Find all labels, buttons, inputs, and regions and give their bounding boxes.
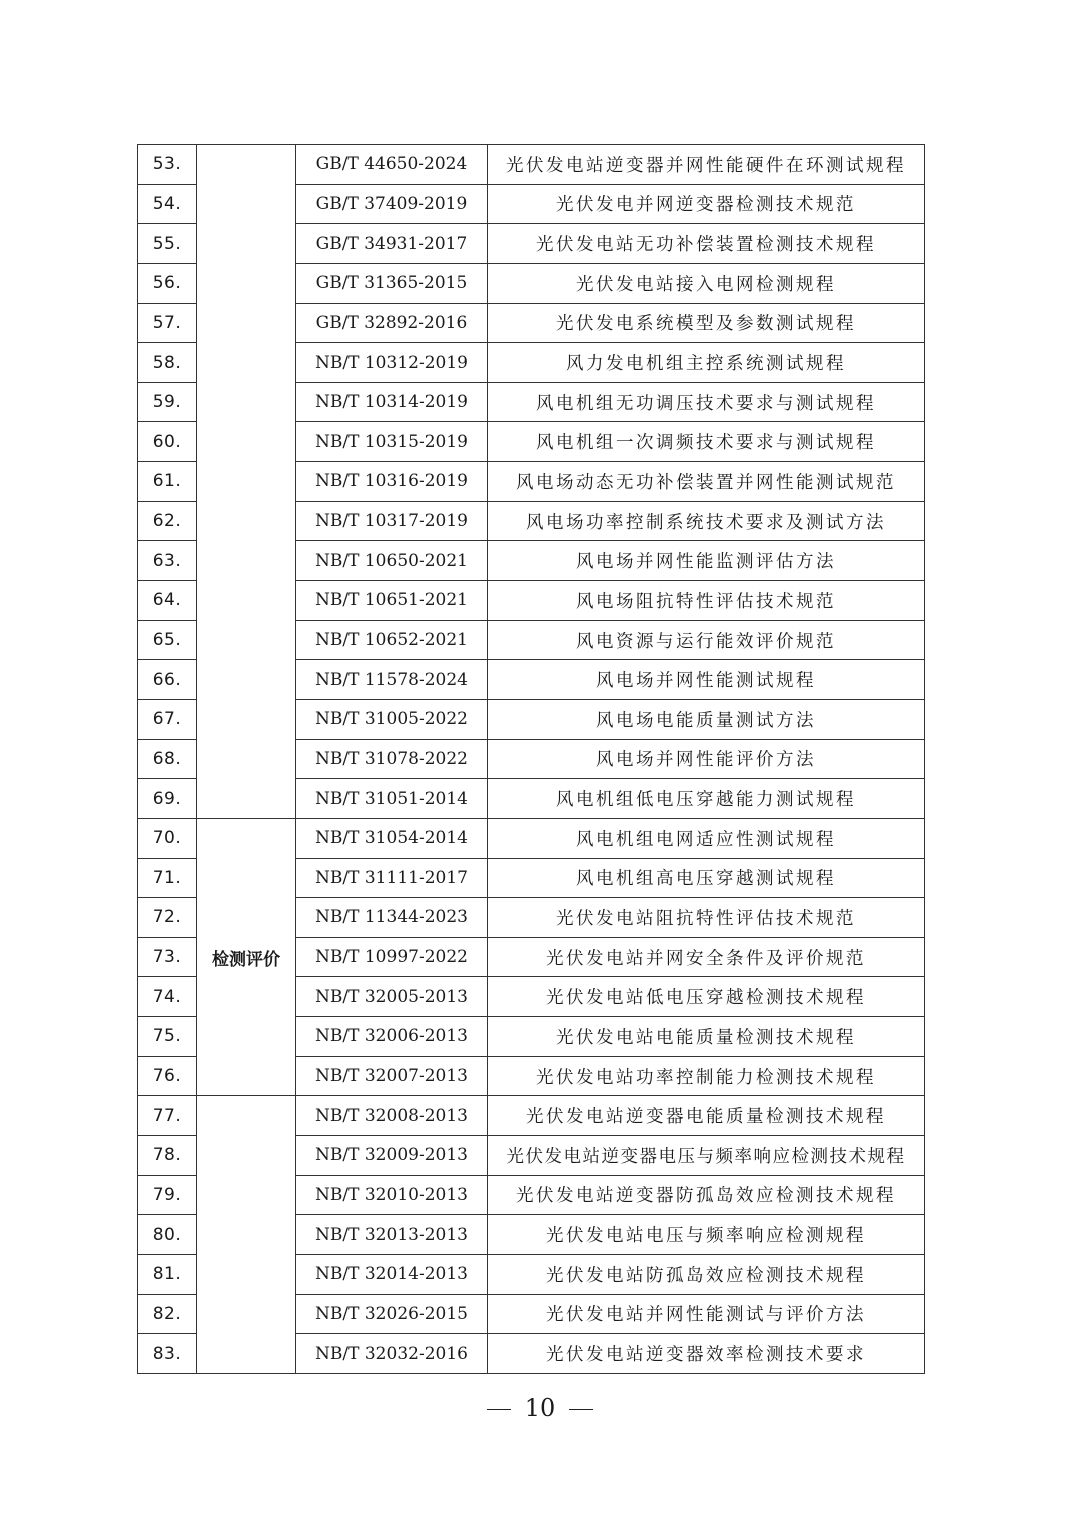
category-cell bbox=[197, 1096, 296, 1373]
standard-code: NB/T 31111-2017 bbox=[296, 858, 488, 898]
row-number: 56. bbox=[138, 263, 197, 303]
standard-title: 风电机组电网适应性测试规程 bbox=[488, 818, 925, 858]
table-row bbox=[138, 1096, 925, 1136]
category-cell bbox=[197, 145, 296, 819]
row-number: 69. bbox=[138, 779, 197, 819]
standard-title: 光伏发电站阻抗特性评估技术规范 bbox=[488, 898, 925, 938]
standard-code: NB/T 32013-2013 bbox=[296, 1215, 488, 1255]
standard-title: 光伏发电站逆变器电能质量检测技术规程 bbox=[488, 1096, 925, 1136]
row-number: 76. bbox=[138, 1056, 197, 1096]
row-number: 80. bbox=[138, 1215, 197, 1255]
row-number: 71. bbox=[138, 858, 197, 898]
standard-code: NB/T 32014-2013 bbox=[296, 1254, 488, 1294]
standard-code: GB/T 37409-2019 bbox=[296, 184, 488, 224]
row-number: 59. bbox=[138, 382, 197, 422]
standard-code: NB/T 32005-2013 bbox=[296, 977, 488, 1017]
standard-code: NB/T 10997-2022 bbox=[296, 937, 488, 977]
standard-title: 风电场动态无功补偿装置并网性能测试规范 bbox=[488, 462, 925, 502]
table-row bbox=[138, 818, 925, 858]
row-number: 55. bbox=[138, 224, 197, 264]
standard-code: GB/T 34931-2017 bbox=[296, 224, 488, 264]
standard-title: 光伏发电站逆变器电压与频率响应检测技术规程 bbox=[488, 1136, 925, 1176]
standard-code: NB/T 31005-2022 bbox=[296, 699, 488, 739]
standard-title: 风电场阻抗特性评估技术规范 bbox=[488, 581, 925, 621]
table-row bbox=[138, 145, 925, 185]
row-number: 60. bbox=[138, 422, 197, 462]
standard-title: 光伏发电站电压与频率响应检测规程 bbox=[488, 1215, 925, 1255]
row-number: 78. bbox=[138, 1136, 197, 1176]
standard-code: NB/T 32010-2013 bbox=[296, 1175, 488, 1215]
row-number: 72. bbox=[138, 898, 197, 938]
row-number: 82. bbox=[138, 1294, 197, 1334]
row-number: 53. bbox=[138, 145, 197, 185]
row-number: 79. bbox=[138, 1175, 197, 1215]
row-number: 62. bbox=[138, 501, 197, 541]
standard-code: NB/T 10317-2019 bbox=[296, 501, 488, 541]
footer-dash-right bbox=[569, 1409, 593, 1410]
row-number: 63. bbox=[138, 541, 197, 581]
row-number: 66. bbox=[138, 660, 197, 700]
standard-title: 光伏发电站并网安全条件及评价规范 bbox=[488, 937, 925, 977]
row-number: 81. bbox=[138, 1254, 197, 1294]
standards-table-body bbox=[138, 145, 925, 1374]
standard-title: 风电场并网性能测试规程 bbox=[488, 660, 925, 700]
standard-code: NB/T 10316-2019 bbox=[296, 462, 488, 502]
standard-title: 风电场并网性能评价方法 bbox=[488, 739, 925, 779]
category-cell: 检测评价 bbox=[197, 818, 296, 1095]
standard-code: GB/T 44650-2024 bbox=[296, 145, 488, 185]
standard-title: 光伏发电站逆变器效率检测技术要求 bbox=[488, 1334, 925, 1374]
standard-code: GB/T 32892-2016 bbox=[296, 303, 488, 343]
standard-title: 风电机组一次调频技术要求与测试规程 bbox=[488, 422, 925, 462]
row-number: 67. bbox=[138, 699, 197, 739]
footer-dash-left bbox=[487, 1409, 511, 1410]
standard-title: 光伏发电站电能质量检测技术规程 bbox=[488, 1017, 925, 1057]
standard-title: 风电场并网性能监测评估方法 bbox=[488, 541, 925, 581]
standard-title: 光伏发电站防孤岛效应检测技术规程 bbox=[488, 1254, 925, 1294]
row-number: 83. bbox=[138, 1334, 197, 1374]
standard-title: 风力发电机组主控系统测试规程 bbox=[488, 343, 925, 383]
standard-code: NB/T 32007-2013 bbox=[296, 1056, 488, 1096]
row-number: 74. bbox=[138, 977, 197, 1017]
standard-code: NB/T 32006-2013 bbox=[296, 1017, 488, 1057]
standard-title: 光伏发电站无功补偿装置检测技术规程 bbox=[488, 224, 925, 264]
standard-title: 风电机组无功调压技术要求与测试规程 bbox=[488, 382, 925, 422]
standard-code: NB/T 10315-2019 bbox=[296, 422, 488, 462]
row-number: 61. bbox=[138, 462, 197, 502]
standard-code: NB/T 11578-2024 bbox=[296, 660, 488, 700]
standard-code: NB/T 32032-2016 bbox=[296, 1334, 488, 1374]
standard-code: NB/T 11344-2023 bbox=[296, 898, 488, 938]
standard-code: NB/T 10312-2019 bbox=[296, 343, 488, 383]
row-number: 54. bbox=[138, 184, 197, 224]
standard-code: NB/T 10651-2021 bbox=[296, 581, 488, 621]
standard-title: 风电场功率控制系统技术要求及测试方法 bbox=[488, 501, 925, 541]
row-number: 68. bbox=[138, 739, 197, 779]
standard-code: NB/T 31078-2022 bbox=[296, 739, 488, 779]
standard-code: NB/T 32009-2013 bbox=[296, 1136, 488, 1176]
row-number: 70. bbox=[138, 818, 197, 858]
page-number: 10 bbox=[524, 1394, 556, 1422]
standard-title: 光伏发电并网逆变器检测技术规范 bbox=[488, 184, 925, 224]
standard-title: 光伏发电站低电压穿越检测技术规程 bbox=[488, 977, 925, 1017]
standard-code: GB/T 31365-2015 bbox=[296, 263, 488, 303]
row-number: 75. bbox=[138, 1017, 197, 1057]
standard-title: 光伏发电站逆变器防孤岛效应检测技术规程 bbox=[488, 1175, 925, 1215]
standard-code: NB/T 31051-2014 bbox=[296, 779, 488, 819]
row-number: 57. bbox=[138, 303, 197, 343]
row-number: 65. bbox=[138, 620, 197, 660]
standard-code: NB/T 10314-2019 bbox=[296, 382, 488, 422]
standard-title: 光伏发电站并网性能测试与评价方法 bbox=[488, 1294, 925, 1334]
standard-code: NB/T 31054-2014 bbox=[296, 818, 488, 858]
row-number: 73. bbox=[138, 937, 197, 977]
row-number: 58. bbox=[138, 343, 197, 383]
standard-code: NB/T 10650-2021 bbox=[296, 541, 488, 581]
row-number: 64. bbox=[138, 581, 197, 621]
standard-title: 光伏发电系统模型及参数测试规程 bbox=[488, 303, 925, 343]
standard-title: 光伏发电站接入电网检测规程 bbox=[488, 263, 925, 303]
row-number: 77. bbox=[138, 1096, 197, 1136]
standard-title: 光伏发电站功率控制能力检测技术规程 bbox=[488, 1056, 925, 1096]
standards-table bbox=[137, 144, 925, 1374]
standard-title: 风电机组高电压穿越测试规程 bbox=[488, 858, 925, 898]
standard-title: 风电机组低电压穿越能力测试规程 bbox=[488, 779, 925, 819]
standard-code: NB/T 10652-2021 bbox=[296, 620, 488, 660]
standard-title: 风电场电能质量测试方法 bbox=[488, 699, 925, 739]
standard-title: 风电资源与运行能效评价规范 bbox=[488, 620, 925, 660]
standard-title: 光伏发电站逆变器并网性能硬件在环测试规程 bbox=[488, 145, 925, 185]
page-footer bbox=[0, 1394, 1080, 1422]
standard-code: NB/T 32008-2013 bbox=[296, 1096, 488, 1136]
standard-code: NB/T 32026-2015 bbox=[296, 1294, 488, 1334]
